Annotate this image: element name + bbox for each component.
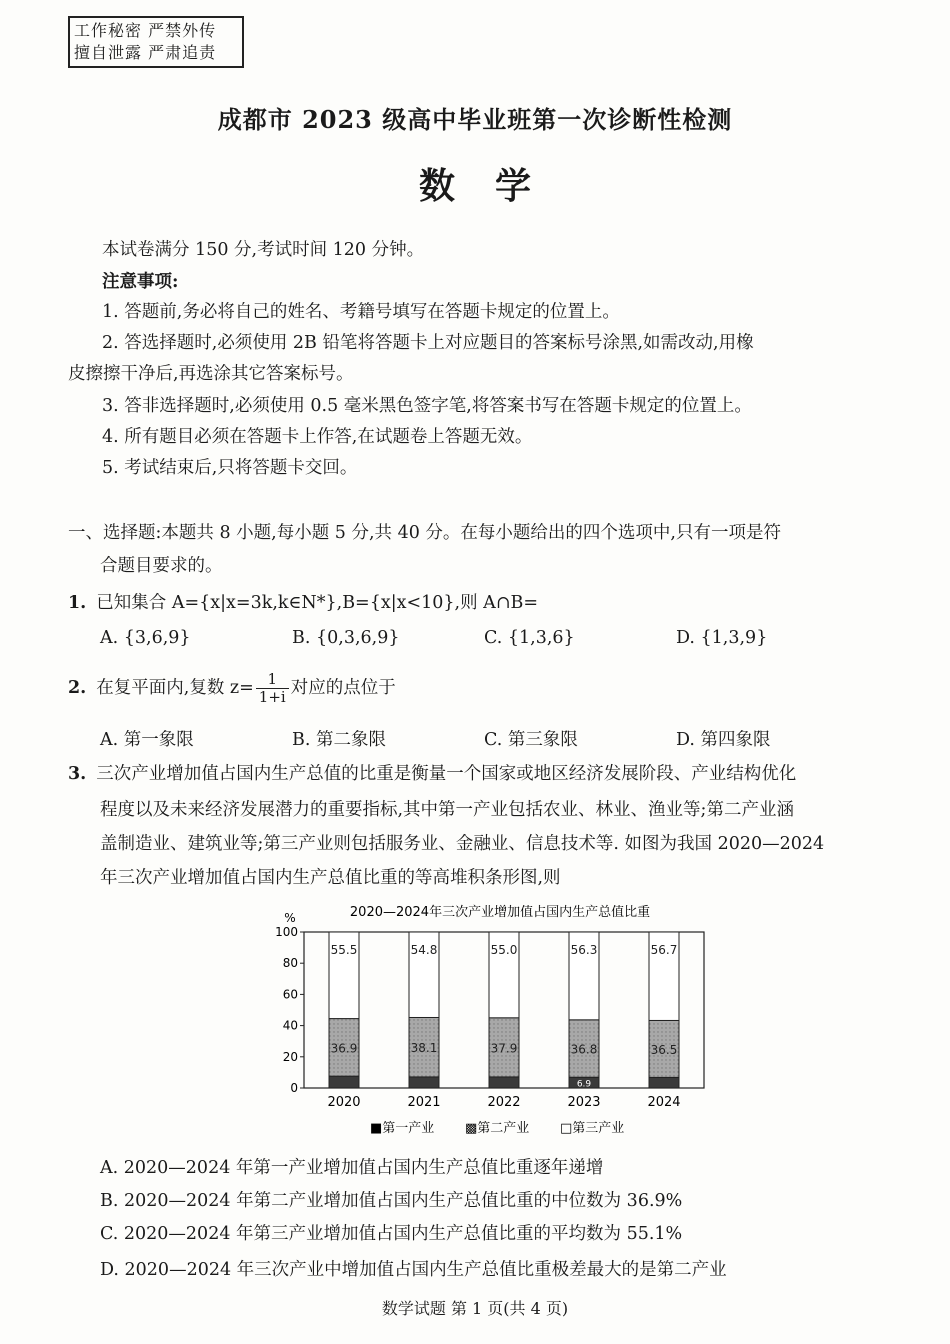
notice-5: 5. 考试结束后,只将答题卡交回。 bbox=[102, 458, 358, 478]
q2-fraction-denominator: 1+i bbox=[258, 688, 286, 706]
y-tick-label: 60 bbox=[282, 987, 298, 1002]
score-time: 本试卷满分 150 分,考试时间 120 分钟。 bbox=[102, 240, 425, 260]
y-tick-label: 20 bbox=[282, 1049, 298, 1064]
y-axis-label: % bbox=[284, 911, 296, 925]
data-label: 56.7 bbox=[650, 943, 678, 957]
legend-entry: □第三产业 bbox=[560, 1121, 625, 1136]
section-heading bbox=[68, 517, 781, 549]
question-3 bbox=[68, 758, 796, 790]
data-label: 56.3 bbox=[570, 943, 598, 957]
question-2 bbox=[68, 668, 396, 708]
stacked-bar-chart bbox=[260, 898, 720, 1146]
chart-title: 2020—2024年三次产业增加值占国内生产总值比重 bbox=[349, 905, 651, 920]
y-tick-label: 100 bbox=[275, 925, 298, 939]
q3-option-b: B. 2020—2024 年第二产业增加值占国内生产总值比重的中位数为 36.9% bbox=[100, 1191, 683, 1211]
notice-1: 1. 答题前,务必将自己的姓名、考籍号填写在答题卡规定的位置上。 bbox=[102, 302, 620, 322]
x-tick-label: 2024 bbox=[647, 1095, 681, 1110]
bar-segment-1 bbox=[489, 1077, 519, 1088]
data-label: 36.8 bbox=[570, 1042, 598, 1057]
bar-segment-1 bbox=[649, 1077, 679, 1088]
q1-option-a: A. {3,6,9} bbox=[100, 628, 191, 648]
q2-fraction bbox=[256, 671, 289, 706]
q2-stem-pre: 在复平面内,复数 z= bbox=[96, 678, 254, 698]
stamp-line-1: 工作秘密 严禁外传 bbox=[74, 21, 217, 40]
q2-fraction-numerator: 1 bbox=[256, 671, 289, 689]
q2-option-a: A. 第一象限 bbox=[100, 730, 194, 750]
q1-number: 1. bbox=[68, 593, 87, 613]
notice-2a: 2. 答选择题时,必须使用 2B 铅笔将答题卡上对应题目的答案标号涂黑,如需改动,用橡 bbox=[102, 333, 754, 353]
legend-entry: ▩第二产业 bbox=[465, 1121, 530, 1136]
data-label: 36.9 bbox=[330, 1041, 358, 1056]
section-line-2: 合题目要求的。 bbox=[100, 556, 223, 576]
bar-segment-1 bbox=[409, 1077, 439, 1088]
q3-number: 3. bbox=[68, 764, 87, 784]
section-line-1: 一、选择题:本题共 8 小题,每小题 5 分,共 40 分。在每小题给出的四个选项中,只有一项是符 bbox=[68, 523, 781, 543]
q1-option-b: B. {0,3,6,9} bbox=[292, 628, 400, 648]
page-footer: 数学试题 第 1 页(共 4 页) bbox=[381, 1299, 569, 1318]
bar-segment-1 bbox=[329, 1076, 359, 1088]
q3-option-d: D. 2020—2024 年三次产业中增加值占国内生产总值比重极差最大的是第二产业 bbox=[100, 1260, 727, 1280]
x-tick-label: 2021 bbox=[407, 1095, 441, 1110]
q3-option-a: A. 2020—2024 年第一产业增加值占国内生产总值比重逐年递增 bbox=[100, 1158, 604, 1178]
data-label: 6.9 bbox=[576, 1079, 592, 1090]
confidential-stamp bbox=[68, 16, 244, 68]
q3-line-3: 盖制造业、建筑业等;第三产业则包括服务业、金融业、信息技术等. 如图为我国 2020—2024 bbox=[100, 834, 825, 854]
notice-heading: 注意事项: bbox=[102, 272, 179, 292]
q2-number: 2. bbox=[68, 678, 87, 698]
y-tick-label: 80 bbox=[282, 956, 298, 971]
q1-stem: 已知集合 A={x|x=3k,k∈N*},B={x|x<10},则 A∩B= bbox=[96, 593, 539, 613]
q2-option-b: B. 第二象限 bbox=[292, 730, 386, 750]
q3-line-4: 年三次产业增加值占国内生产总值比重的等高堆积条形图,则 bbox=[100, 868, 561, 888]
data-label: 55.0 bbox=[490, 943, 518, 957]
q3-line-1: 三次产业增加值占国内生产总值的比重是衡量一个国家或地区经济发展阶段、产业结构优化 bbox=[96, 764, 797, 784]
x-tick-label: 2023 bbox=[567, 1095, 601, 1110]
stamp-line-2: 擅自泄露 严肃追责 bbox=[74, 43, 217, 62]
data-label: 38.1 bbox=[410, 1041, 438, 1056]
question-1 bbox=[68, 587, 538, 619]
q3-line-2: 程度以及未来经济发展潜力的重要指标,其中第一产业包括农业、林业、渔业等;第二产业涵 bbox=[100, 800, 794, 820]
q2-option-c: C. 第三象限 bbox=[484, 730, 578, 750]
q2-stem-post: 对应的点位于 bbox=[290, 678, 396, 698]
exam-title: 成都市 2023 级高中毕业班第一次诊断性检测 bbox=[217, 105, 733, 134]
data-label: 36.5 bbox=[650, 1042, 678, 1057]
notice-2b: 皮擦擦干净后,再选涂其它答案标号。 bbox=[68, 364, 354, 384]
data-label: 54.8 bbox=[410, 943, 438, 957]
q1-option-d: D. {1,3,9} bbox=[676, 628, 768, 648]
subject-title: 数学 bbox=[418, 165, 571, 207]
y-tick-label: 40 bbox=[282, 1018, 298, 1033]
data-label: 37.9 bbox=[490, 1041, 518, 1056]
q3-option-c: C. 2020—2024 年第三产业增加值占国内生产总值比重的平均数为 55.1% bbox=[100, 1224, 683, 1244]
notice-4: 4. 所有题目必须在答题卡上作答,在试题卷上答题无效。 bbox=[102, 427, 533, 447]
data-label: 55.5 bbox=[330, 943, 358, 957]
x-tick-label: 2020 bbox=[327, 1095, 361, 1110]
notice-3: 3. 答非选择题时,必须使用 0.5 毫米黑色签字笔,将答案书写在答题卡规定的位置上。 bbox=[102, 396, 752, 416]
x-tick-label: 2022 bbox=[487, 1095, 521, 1110]
legend-entry: ■第一产业 bbox=[370, 1121, 435, 1136]
q1-option-c: C. {1,3,6} bbox=[484, 628, 575, 648]
y-tick-label: 0 bbox=[290, 1081, 298, 1095]
q2-option-d: D. 第四象限 bbox=[676, 730, 771, 750]
